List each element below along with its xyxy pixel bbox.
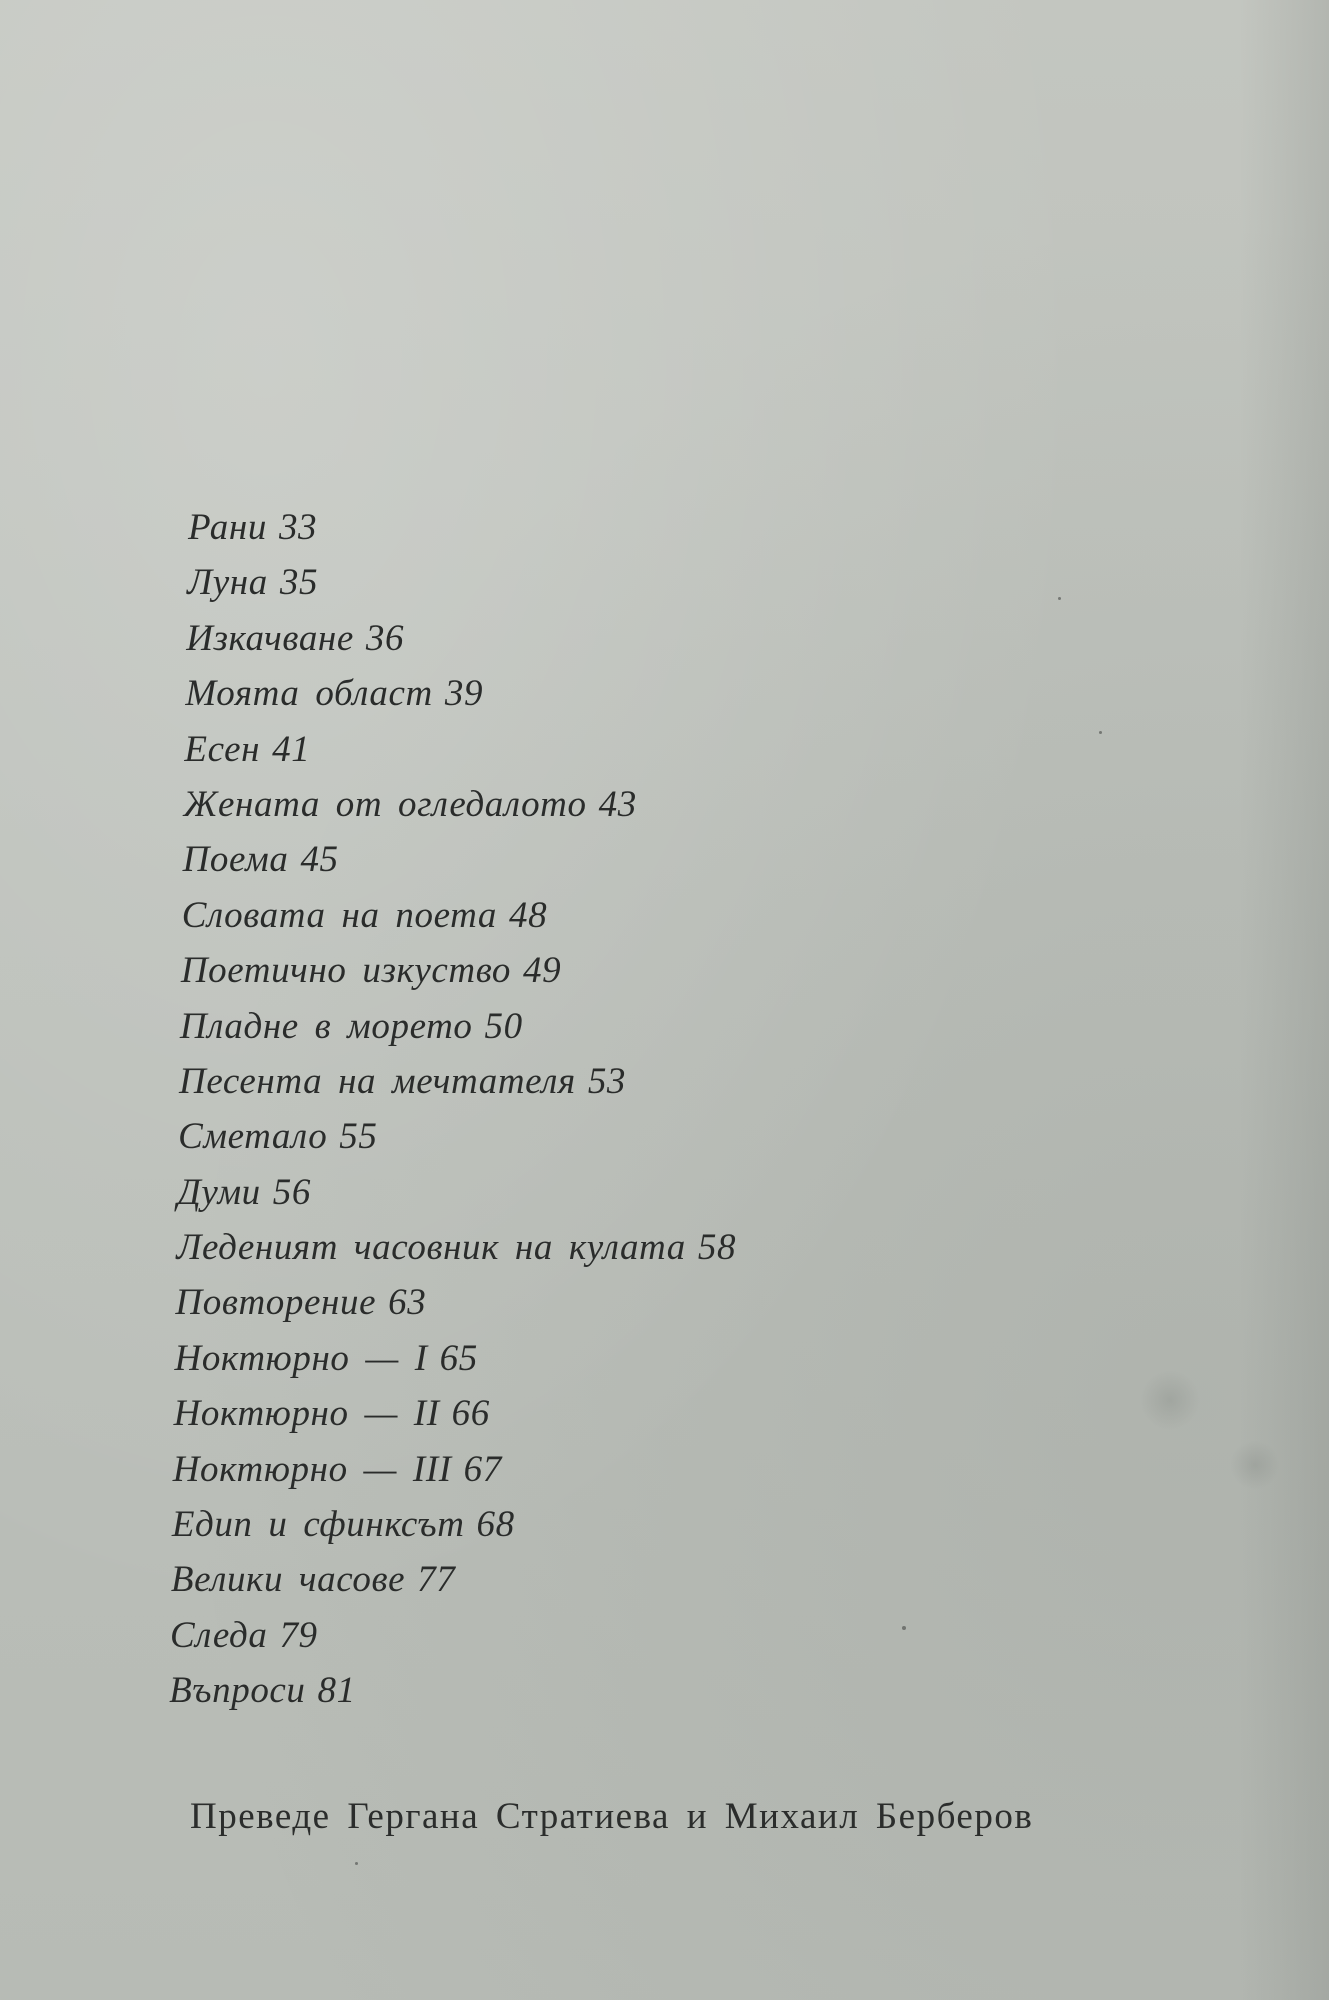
- toc-entry-page-number: 56: [272, 1171, 311, 1213]
- toc-entry: [170, 1608, 1088, 1663]
- toc-entry-title: Велики часове: [170, 1559, 406, 1601]
- toc-entry: [176, 1220, 1088, 1275]
- translators-credit: Преведе Гергана Стратиева и Михаил Берберов: [190, 1796, 1034, 1837]
- toc-entry: [173, 1442, 1088, 1497]
- toc-entry: [171, 1552, 1088, 1607]
- toc-entry-page-number: 48: [509, 894, 548, 936]
- toc-entry-title: Сметало: [178, 1116, 328, 1158]
- toc-entry: [175, 1331, 1089, 1386]
- toc-entry-title: Поема: [182, 839, 289, 881]
- paper-speck: [1099, 731, 1102, 734]
- toc-entry-title: Луна: [187, 562, 268, 604]
- toc-entry-page-number: 43: [598, 783, 637, 825]
- paper-stain: [1230, 1440, 1280, 1490]
- page-edge-shadow: [1239, 0, 1329, 2000]
- paper-stain: [1140, 1370, 1200, 1430]
- toc-entry-title: Думи: [177, 1171, 261, 1213]
- toc-entry-page-number: 39: [444, 673, 484, 715]
- toc-entry: [187, 555, 1088, 610]
- toc-entry: [172, 1497, 1088, 1552]
- toc-entry: [181, 943, 1088, 998]
- toc-entry: [178, 1109, 1088, 1164]
- toc-entry: [184, 722, 1088, 777]
- toc-entry: [183, 832, 1088, 887]
- toc-entry-title: Жената от огледалото: [183, 783, 587, 825]
- toc-entry-page-number: 77: [417, 1559, 456, 1601]
- toc-entry-page-number: 67: [463, 1448, 502, 1490]
- toc-entry-page-number: 68: [476, 1504, 515, 1546]
- toc-entry-title: Песента на мечтателя: [179, 1060, 576, 1102]
- toc-entry-title: Ноктюрно — III: [172, 1448, 452, 1490]
- toc-entry-page-number: 49: [523, 950, 562, 992]
- toc-entry-page-number: 45: [300, 839, 339, 881]
- toc-entry-title: Въпроси: [169, 1670, 306, 1712]
- toc-entry-page-number: 41: [272, 728, 311, 770]
- toc-entry-title: Изкачване: [186, 617, 354, 659]
- toc-entry: [186, 611, 1088, 666]
- toc-entry: [185, 666, 1088, 721]
- toc-entry-page-number: 79: [279, 1614, 318, 1656]
- toc-entry-page-number: 50: [484, 1005, 523, 1047]
- table-of-contents: [169, 500, 1088, 1719]
- toc-entry-page-number: 66: [451, 1393, 490, 1435]
- toc-entry-title: Пладне в морето: [179, 1005, 473, 1047]
- toc-entry: [188, 500, 1088, 555]
- toc-entry: [180, 999, 1088, 1054]
- toc-entry-title: Ноктюрно — II: [173, 1393, 440, 1435]
- toc-entry-page-number: 65: [439, 1337, 478, 1379]
- toc-entry: [175, 1275, 1088, 1330]
- toc-entry-page-number: 36: [365, 617, 405, 659]
- toc-entry-page-number: 55: [339, 1116, 378, 1158]
- toc-entry-title: Следа: [170, 1614, 268, 1656]
- toc-entry-title: Леденият часовник на кулата: [176, 1227, 686, 1269]
- toc-entry-page-number: 81: [317, 1670, 356, 1712]
- toc-entry: [177, 1165, 1088, 1220]
- toc-entry-page-number: 63: [388, 1282, 427, 1324]
- toc-entry-title: Есен: [184, 728, 261, 770]
- toc-entry-title: Повторение: [175, 1282, 377, 1324]
- toc-entry: [179, 1054, 1088, 1109]
- toc-entry: [184, 777, 1089, 832]
- toc-entry: [169, 1663, 1088, 1718]
- toc-entry-title: Моята област: [185, 673, 433, 715]
- toc-entry-page-number: 58: [697, 1227, 737, 1269]
- toc-entry-page-number: 53: [587, 1060, 627, 1102]
- toc-entry-page-number: 35: [279, 562, 319, 604]
- toc-entry: [174, 1386, 1088, 1441]
- toc-entry-title: Едип и сфинксът: [171, 1504, 465, 1546]
- toc-entry-title: Поетично изкуство: [180, 950, 512, 992]
- toc-entry-page-number: 33: [278, 507, 318, 548]
- toc-entry-title: Рани: [188, 507, 267, 548]
- toc-entry: [182, 888, 1088, 943]
- toc-entry-title: Словата на поета: [181, 894, 498, 936]
- paper-speck: [355, 1862, 358, 1865]
- toc-entry-title: Ноктюрно — I: [174, 1337, 428, 1379]
